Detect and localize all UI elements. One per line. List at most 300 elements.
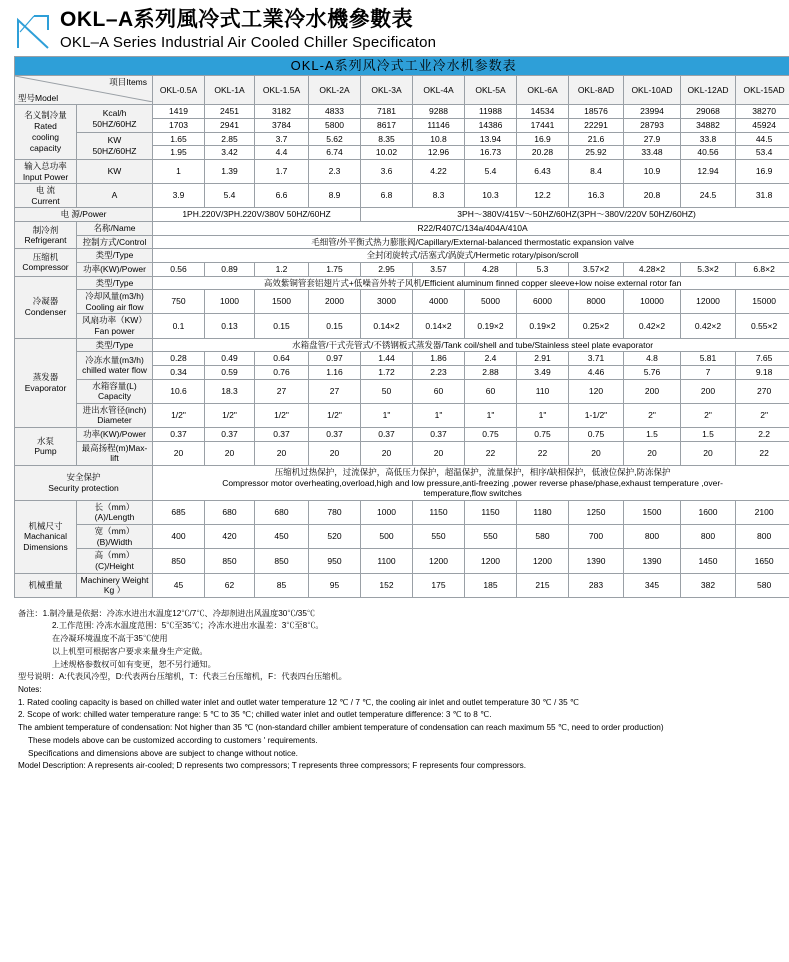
cell: 270	[736, 379, 789, 403]
cell: 0.14×2	[361, 314, 413, 338]
label-input-power-en: Input Power	[22, 171, 69, 182]
cell: 1/2"	[205, 403, 255, 427]
sub-evaporator-type: 类型/Type	[77, 338, 153, 352]
label-rated-cooling-en3: capacity	[29, 143, 62, 154]
cell: 14386	[465, 119, 517, 133]
note-cn-4: 以上机型可根据客户要求来量身生产定做。	[52, 646, 208, 656]
cell: 23994	[624, 105, 681, 119]
cell: 9288	[413, 105, 465, 119]
cell: 0.64	[255, 352, 309, 366]
page-header	[0, 0, 789, 56]
row-compressor-type	[15, 249, 789, 263]
cell: 20.28	[517, 146, 569, 160]
cell: 4.28×2	[624, 262, 681, 276]
cell: 345	[624, 573, 681, 597]
sub-weight-en: Machinery Weight	[80, 574, 149, 585]
cell: 1100	[361, 549, 413, 573]
cell: 1-1/2"	[569, 403, 624, 427]
unit-kw-a: KW	[107, 135, 122, 146]
note-cn-2: 2.工作范围: 冷冻水温度范围：5℃至35℃；冷冻水进出水温差：3℃至8℃。	[52, 621, 324, 631]
cell: 5000	[465, 290, 517, 314]
cell: 5.62	[309, 132, 361, 146]
cell: 8.3	[413, 184, 465, 208]
cell: 1.2	[255, 262, 309, 276]
cell: 50	[361, 379, 413, 403]
note-en-2: 2. Scope of work: chilled water temperature range: 5 ℃ to 35 ℃; chilled water inlet and outlet temperature difference: 3 ℃ to 8 ℃.	[18, 710, 492, 720]
sub-evaporator-flow-cn: 冷冻水量(m3/h)	[85, 354, 144, 365]
cell: 1180	[517, 500, 569, 524]
cell: 1200	[517, 549, 569, 573]
cell: 10.02	[361, 146, 413, 160]
table-banner: OKL-A系列风冷式工业冷水机参数表	[15, 57, 789, 76]
sub-dim-length: 长（mm）(A)/Length	[77, 500, 153, 524]
cell: 3.9	[153, 184, 205, 208]
cell: 29068	[681, 105, 736, 119]
cell: 0.55×2	[736, 314, 789, 338]
cell: 1600	[681, 500, 736, 524]
cell: 680	[255, 500, 309, 524]
cell: 33.48	[624, 146, 681, 160]
cell: 8617	[361, 119, 413, 133]
sub-compressor-power: 功率(KW)/Power	[77, 262, 153, 276]
cell: 1"	[517, 403, 569, 427]
cell: 62	[205, 573, 255, 597]
label-refrigerant-cn: 制冷剂	[32, 224, 59, 235]
cell: 4.22	[413, 159, 465, 183]
unit-input-power: KW	[77, 159, 153, 183]
model-col-5: OKL-4A	[413, 76, 465, 105]
cell: 8000	[569, 290, 624, 314]
row-evaporator-diameter	[15, 403, 789, 427]
cell: 5.4	[205, 184, 255, 208]
cell: 15000	[736, 290, 789, 314]
cell: 1	[153, 159, 205, 183]
cell: 1419	[153, 105, 205, 119]
cell: 1150	[465, 500, 517, 524]
cell: 6.74	[309, 146, 361, 160]
cell: 4.8	[624, 352, 681, 366]
model-col-7: OKL-6A	[517, 76, 569, 105]
label-weight: 机械重量	[15, 573, 77, 597]
sub-refrigerant-control: 控制方式/Control	[77, 235, 153, 249]
label-compressor-cn: 压缩机	[32, 251, 59, 262]
sub-pump-lift: 最高扬程(m)Max-lift	[77, 441, 153, 465]
sub-condenser-type: 类型/Type	[77, 276, 153, 290]
label-security-cn: 安全保护	[66, 472, 101, 483]
header-items-label: 项目Items	[109, 77, 147, 88]
cell: 20	[569, 441, 624, 465]
cell: 1.44	[361, 352, 413, 366]
cell: 420	[205, 525, 255, 549]
cell: 1.95	[153, 146, 205, 160]
row-pump-lift	[15, 441, 789, 465]
cell: 1250	[569, 500, 624, 524]
cell: 1.75	[309, 262, 361, 276]
model-col-10: OKL-12AD	[681, 76, 736, 105]
cell: 550	[465, 525, 517, 549]
cell: 18576	[569, 105, 624, 119]
cell: 20	[413, 441, 465, 465]
row-dim-width	[15, 525, 789, 549]
label-input-power	[15, 159, 77, 183]
unit-kw-b: 50HZ/60HZ	[92, 145, 137, 156]
row-dim-height	[15, 549, 789, 573]
cell: 44.5	[736, 132, 789, 146]
model-col-6: OKL-5A	[465, 76, 517, 105]
cell: 700	[569, 525, 624, 549]
cell: 25.92	[569, 146, 624, 160]
cell: 2.2	[736, 428, 789, 442]
cell: 27	[309, 379, 361, 403]
label-condenser-en: Condenser	[24, 307, 67, 318]
label-condenser	[15, 276, 77, 338]
cell: 3.42	[205, 146, 255, 160]
cell: 53.4	[736, 146, 789, 160]
sub-evaporator-capacity-en: Capacity	[97, 391, 132, 402]
cell: 4.28	[465, 262, 517, 276]
cell: 0.89	[205, 262, 255, 276]
cell: 12.94	[681, 159, 736, 183]
cell: 16.9	[517, 132, 569, 146]
label-rated-cooling	[15, 105, 77, 160]
cell: 6.8×2	[736, 262, 789, 276]
cell: 3.57	[413, 262, 465, 276]
sub-evaporator-diameter-en: Diameter	[97, 415, 132, 426]
compressor-type-value: 全封闭旋转式/活塞式/涡旋式/Hermetic rotary/pison/scroll	[153, 249, 789, 263]
row-evaporator-flow-a	[15, 352, 789, 366]
row-dim-length	[15, 500, 789, 524]
cell: 0.37	[153, 428, 205, 442]
cell: 45	[153, 573, 205, 597]
note-cn-5: 上述规格参数权可如有变更，恕不另行通知。	[52, 659, 216, 669]
cell: 3.6	[361, 159, 413, 183]
note-en-4: These models above can be customized according to customers ' requirements.	[28, 735, 318, 745]
label-rated-cooling-en1: Rated	[34, 121, 57, 132]
cell: 580	[736, 573, 789, 597]
sub-pump-power: 功率(KW)/Power	[77, 428, 153, 442]
label-pump-cn: 水泵	[36, 435, 54, 446]
cell: 2.23	[413, 365, 465, 379]
label-evaporator	[15, 338, 77, 427]
cell: 1"	[361, 403, 413, 427]
row-condenser-fanpower	[15, 314, 789, 338]
cell: 33.8	[681, 132, 736, 146]
cell: 5.3×2	[681, 262, 736, 276]
cell: 21.6	[569, 132, 624, 146]
model-col-9: OKL-10AD	[624, 76, 681, 105]
note-en-6: Model Description: A represents air-cooled; D represents two compressors; T represents three compressors; F represents four compressors.	[18, 761, 526, 771]
cell: 1000	[361, 500, 413, 524]
cell: 0.34	[153, 365, 205, 379]
note-cn-6: 型号说明：A:代表风冷型，D:代表两台压缩机，T：代表三台压缩机，F：代表四台压缩机。	[18, 672, 347, 682]
cell: 4.46	[569, 365, 624, 379]
cell: 10000	[624, 290, 681, 314]
cell: 3.49	[517, 365, 569, 379]
sub-evaporator-flow-en: chilled water flow	[82, 365, 147, 376]
cell: 4000	[413, 290, 465, 314]
sub-refrigerant-name: 名称/Name	[77, 222, 153, 236]
label-evaporator-cn: 蒸发器	[32, 372, 59, 383]
sub-evaporator-diameter-cn: 进出水管径(inch)	[82, 404, 147, 415]
cell: 215	[517, 573, 569, 597]
cell: 5.81	[681, 352, 736, 366]
cell: 22291	[569, 119, 624, 133]
cell: 12000	[681, 290, 736, 314]
refrigerant-control-value: 毛细管/外平衡式热力膨胀阀/Capillary/External-balanced thermostatic expansion valve	[153, 235, 789, 249]
cell: 0.75	[465, 428, 517, 442]
row-input-power	[15, 159, 789, 183]
condenser-type-value: 高效紫铜管套铝翅片式+低噪音外转子风机/Efficient aluminum finned copper sleeve+low noise external rotor fan	[153, 276, 789, 290]
label-dimensions-en1: Machanical	[24, 531, 67, 542]
sub-condenser-fanpower-cn: 风扇功率（KW）	[82, 315, 147, 326]
cell: 1.7	[255, 159, 309, 183]
sub-evaporator-capacity	[77, 379, 153, 403]
cell: 22	[465, 441, 517, 465]
cell: 13.94	[465, 132, 517, 146]
label-refrigerant-en: Refrigerant	[24, 235, 67, 246]
cell: 24.5	[681, 184, 736, 208]
cell: 8.35	[361, 132, 413, 146]
cell: 0.13	[205, 314, 255, 338]
sub-dim-width: 宽（mm）(B)/Width	[77, 525, 153, 549]
note-cn-3: 在冷凝环境温度不高于35℃使用	[52, 634, 168, 644]
cell: 0.14×2	[413, 314, 465, 338]
cell: 2"	[624, 403, 681, 427]
label-pump	[15, 428, 77, 466]
cell: 1.65	[153, 132, 205, 146]
sub-weight	[77, 573, 153, 597]
row-kcal-50	[15, 105, 789, 119]
cell: 685	[153, 500, 205, 524]
cell: 0.37	[361, 428, 413, 442]
row-weight	[15, 573, 789, 597]
cell: 1450	[681, 549, 736, 573]
label-current-en: Current	[31, 195, 60, 206]
row-refrigerant-control	[15, 235, 789, 249]
cell: 20	[361, 441, 413, 465]
cell: 20	[205, 441, 255, 465]
cell: 0.75	[517, 428, 569, 442]
cell: 22	[736, 441, 789, 465]
cell: 1.39	[205, 159, 255, 183]
model-header-row	[15, 76, 789, 105]
cell: 5.76	[624, 365, 681, 379]
cell: 60	[465, 379, 517, 403]
cell: 7.65	[736, 352, 789, 366]
cell: 950	[309, 549, 361, 573]
row-condenser-type	[15, 276, 789, 290]
cell: 1.16	[309, 365, 361, 379]
label-dimensions-cn: 机械尺寸	[28, 520, 63, 531]
row-current	[15, 184, 789, 208]
cell: 12.2	[517, 184, 569, 208]
refrigerant-name-value: R22/R407C/134a/404A/410A	[153, 222, 789, 236]
cell: 3.57×2	[569, 262, 624, 276]
page-title: OKL–A系列風冷式工業冷水機參數表	[60, 8, 414, 31]
cell: 38270	[736, 105, 789, 119]
sub-condenser-airflow	[77, 290, 153, 314]
cell: 2000	[309, 290, 361, 314]
cell: 0.1	[153, 314, 205, 338]
cell: 200	[681, 379, 736, 403]
cell: 3.7	[255, 132, 309, 146]
page-subtitle: OKL–A Series Industrial Air Cooled Chiller Specificaton	[60, 34, 437, 52]
cell: 1.5	[681, 428, 736, 442]
notes-section	[0, 598, 789, 773]
cell: 0.37	[309, 428, 361, 442]
cell: 580	[517, 525, 569, 549]
cell: 1/2"	[255, 403, 309, 427]
spec-table	[14, 56, 789, 598]
cell: 10.8	[413, 132, 465, 146]
cell: 11146	[413, 119, 465, 133]
cell: 6.8	[361, 184, 413, 208]
evaporator-type-value: 水箱盘管/干式壳管式/不锈钢板式蒸发器/Tank coil/shell and tube/Stainless steel plate evaporator	[153, 338, 789, 352]
note-en-1: 1. Rated cooling capacity is based on chilled water inlet and outlet water temperature 12 ℃ / 7 ℃, the cooling air inlet and outlet temperature 30 ℃ / 35 ℃	[18, 697, 580, 707]
cell: 152	[361, 573, 413, 597]
cell: 110	[517, 379, 569, 403]
model-col-3: OKL-2A	[309, 76, 361, 105]
cell: 500	[361, 525, 413, 549]
cell: 520	[309, 525, 361, 549]
row-kw-50	[15, 132, 789, 146]
cell: 0.28	[153, 352, 205, 366]
sub-condenser-fanpower-en: Fan power	[94, 326, 135, 337]
label-rated-cooling-en2: cooling	[32, 132, 59, 143]
cell: 2451	[205, 105, 255, 119]
row-security	[15, 465, 789, 500]
cell: 3182	[255, 105, 309, 119]
label-refrigerant	[15, 222, 77, 249]
cell: 10.3	[465, 184, 517, 208]
cell: 20.8	[624, 184, 681, 208]
model-col-2: OKL-1.5A	[255, 76, 309, 105]
unit-kw	[77, 132, 153, 159]
label-security	[15, 465, 153, 500]
cell: 0.56	[153, 262, 205, 276]
cell: 200	[624, 379, 681, 403]
cell: 175	[413, 573, 465, 597]
sub-evaporator-flow	[77, 352, 153, 379]
power-supply-right: 3PH～380V/415V～50HZ/60HZ(3PH～380V/220V 50HZ/60HZ)	[361, 208, 789, 222]
cell: 550	[413, 525, 465, 549]
label-condenser-cn: 冷凝器	[32, 296, 59, 307]
cell: 780	[309, 500, 361, 524]
header-corner-cell	[15, 76, 153, 105]
cell: 5.4	[465, 159, 517, 183]
cell: 2941	[205, 119, 255, 133]
cell: 20	[681, 441, 736, 465]
header-model-label: 型号Model	[18, 92, 59, 103]
cell: 1390	[569, 549, 624, 573]
cell: 1"	[413, 403, 465, 427]
cell: 6000	[517, 290, 569, 314]
cell: 0.42×2	[624, 314, 681, 338]
cell: 0.97	[309, 352, 361, 366]
row-power-supply	[15, 208, 789, 222]
cell: 40.56	[681, 146, 736, 160]
cell: 18.3	[205, 379, 255, 403]
sub-condenser-airflow-en: Cooling air flow	[85, 301, 144, 312]
cell: 1500	[255, 290, 309, 314]
cell: 1.72	[361, 365, 413, 379]
cell: 16.73	[465, 146, 517, 160]
model-col-4: OKL-3A	[361, 76, 413, 105]
cell: 6.43	[517, 159, 569, 183]
cell: 0.76	[255, 365, 309, 379]
sub-condenser-airflow-cn: 冷却风量(m3/h)	[85, 291, 144, 302]
cell: 1.5	[624, 428, 681, 442]
label-compressor	[15, 249, 77, 276]
cell: 850	[153, 549, 205, 573]
label-dimensions	[15, 500, 77, 573]
cell: 850	[205, 549, 255, 573]
label-current-cn: 电 流	[35, 185, 56, 196]
cell: 1500	[624, 500, 681, 524]
cell: 1.86	[413, 352, 465, 366]
cell: 16.9	[736, 159, 789, 183]
cell: 7181	[361, 105, 413, 119]
note-en-5: Specifications and dimensions above are subject to change without notice.	[28, 748, 298, 758]
cell: 11988	[465, 105, 517, 119]
row-condenser-airflow	[15, 290, 789, 314]
cell: 283	[569, 573, 624, 597]
cell: 3000	[361, 290, 413, 314]
sub-condenser-fanpower	[77, 314, 153, 338]
label-power-supply: 电 源/Power	[15, 208, 153, 222]
cell: 22	[517, 441, 569, 465]
cell: 5800	[309, 119, 361, 133]
cell: 20	[153, 441, 205, 465]
cell: 3.71	[569, 352, 624, 366]
cell: 1200	[465, 549, 517, 573]
cell: 0.37	[205, 428, 255, 442]
cell: 750	[153, 290, 205, 314]
power-supply-left: 1PH.220V/3PH.220V/380V 50HZ/60HZ	[153, 208, 361, 222]
cell: 2"	[681, 403, 736, 427]
cell: 27.9	[624, 132, 681, 146]
sub-weight-unit: Kg ）	[103, 585, 126, 596]
note-en-3: The ambient temperature of condensation: Not higher than 35 ℃ (non-standard chiller ambient temperature of condensation can reach maximum 55 ℃, need to order production)	[18, 723, 664, 733]
model-col-1: OKL-1A	[205, 76, 255, 105]
cell: 0.37	[413, 428, 465, 442]
cell: 9.18	[736, 365, 789, 379]
cell: 8.9	[309, 184, 361, 208]
cell: 1/2"	[153, 403, 205, 427]
unit-current: A	[77, 184, 153, 208]
cell: 1150	[413, 500, 465, 524]
cell: 382	[681, 573, 736, 597]
cell: 20	[624, 441, 681, 465]
cell: 400	[153, 525, 205, 549]
cell: 2.91	[517, 352, 569, 366]
okl-logo-icon	[14, 10, 54, 52]
cell: 17441	[517, 119, 569, 133]
cell: 20	[255, 441, 309, 465]
security-value	[153, 465, 789, 500]
sub-evaporator-capacity-cn: 水箱容量(L)	[92, 380, 137, 391]
label-current	[15, 184, 77, 208]
cell: 60	[413, 379, 465, 403]
cell: 95	[309, 573, 361, 597]
cell: 31.8	[736, 184, 789, 208]
cell: 7	[681, 365, 736, 379]
label-rated-cooling-cn: 名义制冷量	[24, 110, 67, 121]
cell: 45924	[736, 119, 789, 133]
cell: 0.75	[569, 428, 624, 442]
cell: 0.15	[309, 314, 361, 338]
cell: 10.6	[153, 379, 205, 403]
